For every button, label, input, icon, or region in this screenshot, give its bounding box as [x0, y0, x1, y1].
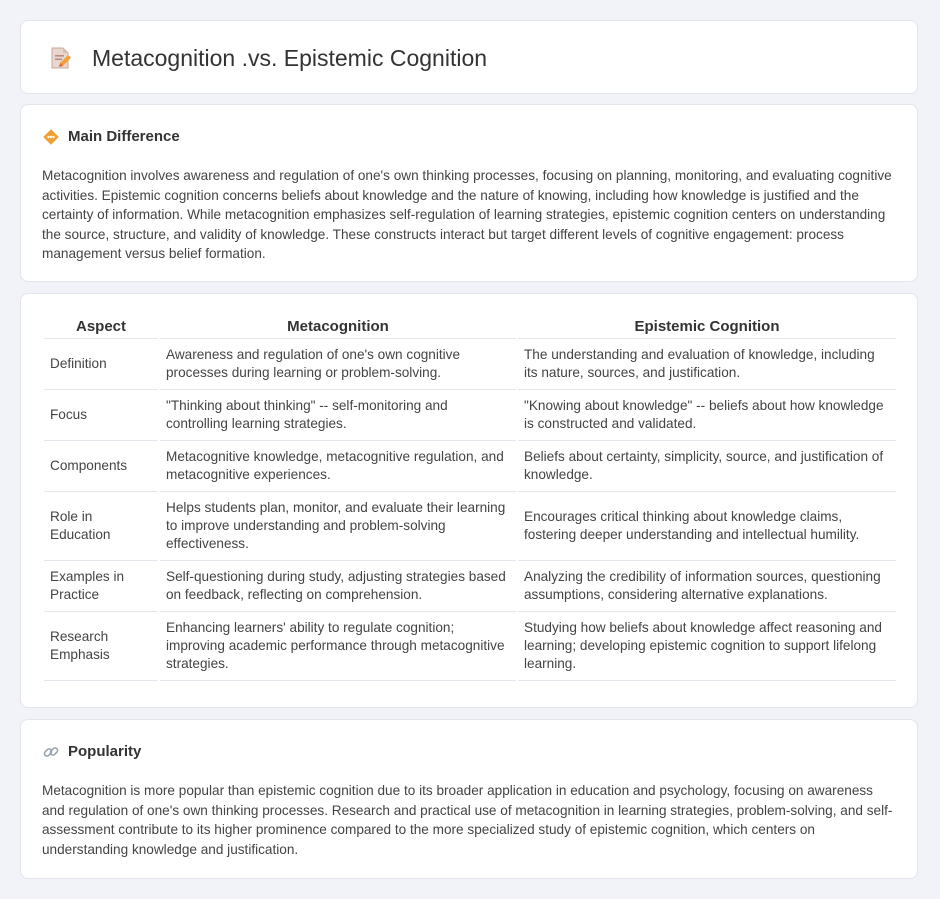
table-cell-epistemic: Beliefs about certainty, simplicity, source, and justification of knowledge.: [518, 441, 896, 492]
table-cell-aspect: Examples in Practice: [44, 561, 158, 612]
popularity-heading: [42, 742, 141, 762]
main-difference-card: [20, 104, 918, 282]
popularity-card: [20, 719, 918, 879]
popularity-title: Popularity: [68, 743, 142, 760]
comparison-table-card: [20, 293, 918, 708]
table-row: [44, 390, 896, 441]
table-row: [44, 612, 896, 681]
link-icon: [42, 743, 60, 761]
table-cell-aspect: Focus: [44, 390, 158, 441]
popularity-text: Metacognition is more popular than epistemic cognition due to its broader application in education and psychology, focusing on awareness and regulation of one's own thinking processes. Research and practical use of metacognition in learning strategies, problem-solving, and self-assessment contribute to its higher prominence compared to the more specialized study of epistemic cognition, which centers on understanding knowledge and justification.: [42, 783, 893, 857]
table-cell-metacognition: "Thinking about thinking" -- self-monitoring and controlling learning strategies.: [160, 390, 516, 441]
document-pencil-icon: [48, 46, 72, 70]
column-header-metacognition: Metacognition: [160, 314, 516, 339]
table-cell-aspect: Definition: [44, 339, 158, 390]
table-cell-metacognition: Metacognitive knowledge, metacognitive regulation, and metacognitive experiences.: [160, 441, 516, 492]
table-cell-epistemic: Analyzing the credibility of information sources, questioning assumptions, considering alternative explanations.: [518, 561, 896, 612]
table-cell-epistemic: "Knowing about knowledge" -- beliefs about how knowledge is constructed and validated.: [518, 390, 896, 441]
main-difference-heading: [42, 127, 180, 147]
column-header-aspect: Aspect: [44, 314, 158, 339]
table-cell-metacognition: Helps students plan, monitor, and evaluate their learning to improve understanding and problem-solving effectiveness.: [160, 492, 516, 561]
table-cell-epistemic: The understanding and evaluation of knowledge, including its nature, sources, and justification.: [518, 339, 896, 390]
table-cell-metacognition: Self-questioning during study, adjusting strategies based on feedback, reflecting on comprehension.: [160, 561, 516, 612]
main-difference-text: Metacognition involves awareness and regulation of one's own thinking processes, focusing on planning, monitoring, and evaluating cognitive activities. Epistemic cognition concerns beliefs about knowledge and the nature of knowing, including how knowledge is justified and the certainty of information. While metacognition emphasizes self-regulation of learning strategies, epistemic cognition centers on understanding the source, structure, and validity of knowledge. These constructs interact but target different levels of cognitive engagement: process management versus belief formation.: [42, 168, 892, 261]
main-difference-title: Main Difference: [68, 128, 180, 145]
table-row: [44, 492, 896, 561]
table-cell-aspect: Role in Education: [44, 492, 158, 561]
table-cell-epistemic: Studying how beliefs about knowledge affect reasoning and learning; developing epistemic cognition to support lifelong learning.: [518, 612, 896, 681]
diamond-warning-icon: [42, 128, 60, 146]
table-row: [44, 339, 896, 390]
column-header-epistemic: Epistemic Cognition: [518, 314, 896, 339]
table-cell-aspect: Components: [44, 441, 158, 492]
header-card: [20, 20, 918, 94]
page-title: Metacognition .vs. Epistemic Cognition: [92, 45, 488, 71]
table-cell-metacognition: Awareness and regulation of one's own cognitive processes during learning or problem-solving.: [160, 339, 516, 390]
table-cell-metacognition: Enhancing learners' ability to regulate cognition; improving academic performance through metacognitive strategies.: [160, 612, 516, 681]
table-row: [44, 561, 896, 612]
table-row: [44, 441, 896, 492]
table-cell-epistemic: Encourages critical thinking about knowledge claims, fostering deeper understanding and intellectual humility.: [518, 492, 896, 561]
table-header-row: [44, 314, 896, 339]
table-cell-aspect: Research Emphasis: [44, 612, 158, 681]
comparison-table: [42, 314, 898, 681]
